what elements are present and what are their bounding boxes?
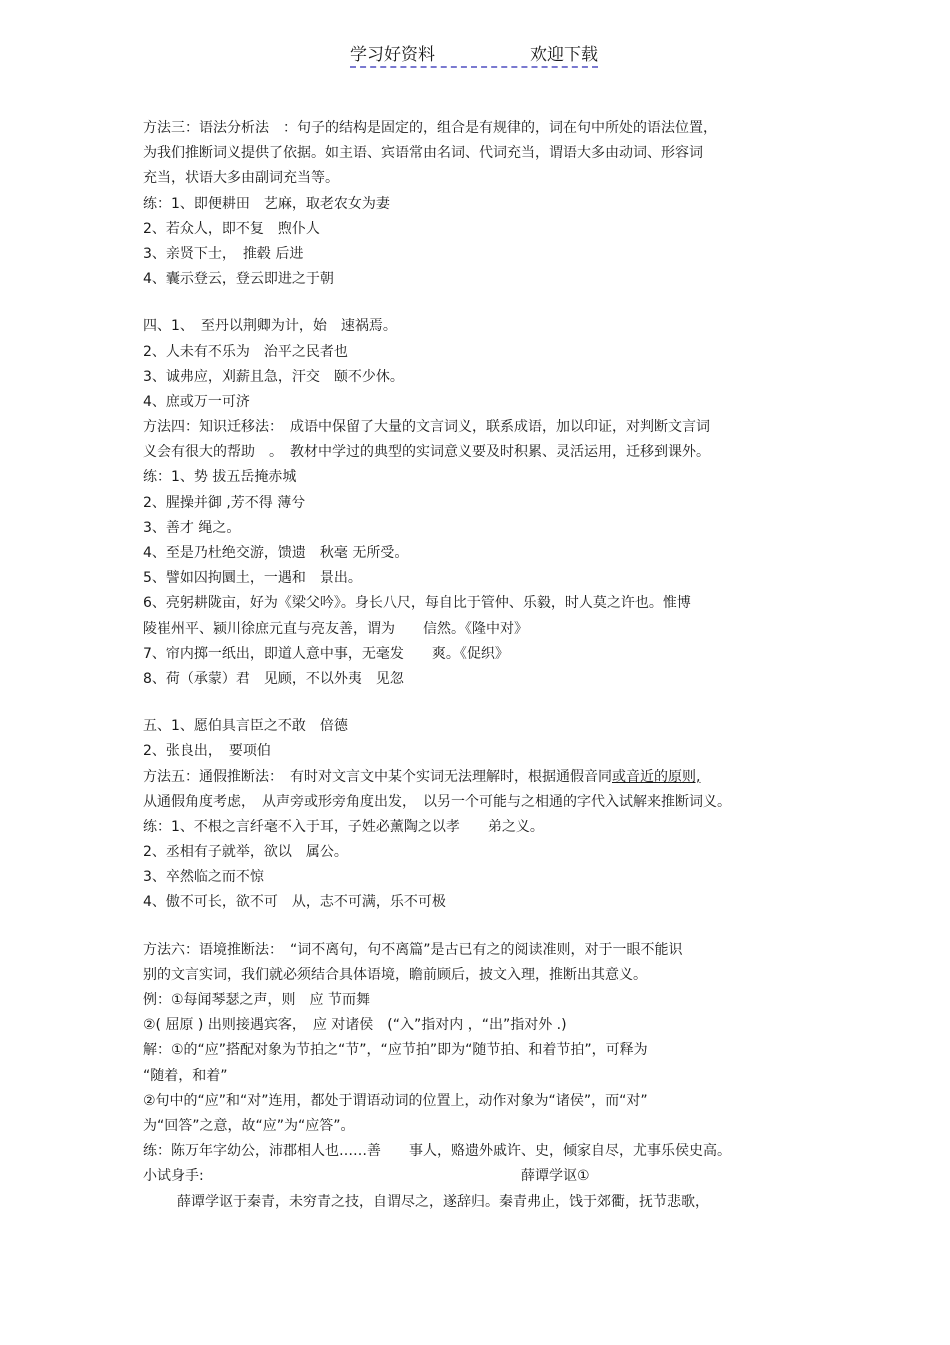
text-line: 从通假角度考虑， 从声旁或形旁角度出发， 以另一个可能与之相通的字代入试解来推断词义。 (143, 793, 731, 810)
header-right-text: 欢迎下载 (530, 45, 598, 65)
text-line: 练：1、即便耕田 艺麻，取老农女为妻 (143, 195, 390, 212)
text-line: 五、1、愿伯具言臣之不敢 倍德 (143, 718, 348, 735)
text-line: 2、若众人，即不复 煦仆人 (143, 220, 320, 237)
header-left-text: 学习好资料 (350, 45, 435, 65)
small-try-line (143, 1164, 793, 1189)
document-body (143, 116, 793, 1215)
page-header (350, 40, 598, 68)
underlined-phrase: 或音近的原则, (612, 768, 701, 785)
text-line: 练：陈万年字幼公，沛郡相人也……善 事人，赂遗外戚许、史，倾家自尽，尤事乐侯史高。 (143, 1143, 731, 1160)
paragraph-gap (143, 916, 793, 938)
text-line: 3、善才 绳之。 (143, 519, 241, 536)
small-try-title: 薛谭学讴① (521, 1168, 590, 1185)
text-line: 3、亲贤下士， 推毂 后进 (143, 245, 304, 262)
text-line: 为我们推断词义提供了依据。如主语、宾语常由名词、代词充当，谓语大多由动词、形容词 (143, 145, 703, 162)
method-five-text: 方法五：通假推断法： 有时对文言文中某个实词无法理解时，根据通假音同 (143, 768, 612, 785)
text-line: ②( 屈原 ) 出则接遇宾客， 应 对诸侯 (“入”指对内 ，“出”指对外 .) (143, 1017, 567, 1034)
text-line: 充当，状语大多由副词充当等。 (143, 170, 339, 187)
text-line: 8、荷（承蒙）君 见顾，不以外夷 见忽 (143, 670, 404, 687)
text-line: 4、至是乃杜绝交游，馈遗 秋毫 无所受。 (143, 545, 409, 561)
text-line: 方法三：语法分析法 ：句子的结构是固定的，组合是有规律的，词在句中所处的语法位置， (143, 120, 717, 136)
text-line: 6、亮躬耕陇亩，好为《梁父吟》。身长八尺，每自比于管仲、乐毅，时人莫之许也。惟博 (143, 595, 691, 612)
text-line: 练：1、不根之言纤毫不入于耳，子姓必薰陶之以孝 弟之义。 (143, 818, 544, 835)
text-line: 2、张良出， 要项伯 (143, 743, 271, 760)
text-line: 义会有很大的帮助 。 教材中学过的典型的实词意义要及时积累、灵活运用，迁移到课外。 (143, 444, 710, 461)
text-line: 方法四：知识迁移法： 成语中保留了大量的文言词义，联系成语，加以印证，对判断文言词 (143, 419, 710, 436)
text-line: 2、人未有不乐为 治平之民者也 (143, 343, 348, 360)
paragraph-gap (143, 292, 793, 314)
text-line: 2、腥操并御 ,芳不得 薄兮 (143, 494, 306, 511)
text-line: ②句中的“应”和“对”连用，都处于谓语动词的位置上，动作对象为“诸侯”，而“对” (143, 1092, 648, 1109)
text-line: 4、庶或万一可济 (143, 393, 250, 410)
text-line: 3、诚弗应，刈薪且急，汗交 颐不少休。 (143, 368, 404, 385)
text-line: 解：①的“应”搭配对象为节拍之“节”，“应节拍”即为“随节拍、和着节拍”，可释为 (143, 1042, 648, 1059)
text-line: 4、囊示登云，登云即进之于朝 (143, 271, 334, 288)
text-line: 例：①每闻琴瑟之声，则 应 节而舞 (143, 992, 371, 1008)
small-try-label: 小试身手: (143, 1168, 204, 1185)
text-line: 练：1、势 拔五岳掩赤城 (143, 469, 297, 486)
text-line: 方法六：语境推断法： “词不离句，句不离篇”是古已有之的阅读准则，对于一眼不能识 (143, 941, 683, 958)
text-line: 5、譬如囚拘圜土，一遇和 景出。 (143, 570, 362, 587)
text-line-method-five (143, 765, 793, 790)
text-line: 别的文言实词，我们就必须结合具体语境，瞻前顾后，披文入理，推断出其意义。 (143, 966, 647, 983)
text-line: “随着，和着” (143, 1067, 228, 1084)
text-line: 3、卒然临之而不惊 (143, 869, 264, 886)
text-line: 7、帘内掷一纸出，即道人意中事，无毫发 爽。《促织》 (143, 645, 509, 662)
text-line: 2、丞相有子就举，欲以 属公。 (143, 844, 348, 861)
text-line-indented: 薛谭学讴于秦青，未穷青之技，自谓尽之，遂辞归。秦青弗止，饯于郊衢，抚节悲歌， (177, 1193, 709, 1210)
text-line: 四、1、 至丹以荆卿为计，始 速祸焉。 (143, 318, 397, 335)
paragraph-gap (143, 692, 793, 714)
text-line: 为“回答”之意，故“应”为“应答”。 (143, 1117, 355, 1134)
text-line: 陵崔州平、颍川徐庶元直与亮友善，谓为 信然。《隆中对》 (143, 620, 528, 637)
text-line: 4、傲不可长，欲不可 从，志不可满，乐不可极 (143, 894, 446, 911)
